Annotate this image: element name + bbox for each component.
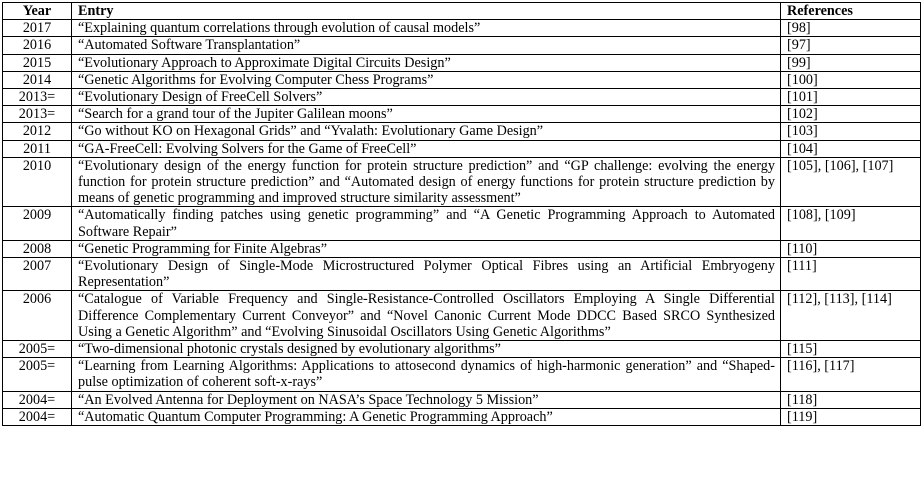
references-cell: [103] [781,123,921,140]
table-row [3,106,921,123]
references-cell: [104] [781,140,921,157]
year-column-header: Year [3,3,72,20]
year-cell: 2016 [3,37,72,54]
year-cell: 2009 [3,207,72,240]
references-column-header: References [781,3,921,20]
year-cell: 2008 [3,240,72,257]
references-cell: [115] [781,341,921,358]
table-row [3,408,921,425]
references-cell: [99] [781,54,921,71]
entry-cell: “Automatic Quantum Computer Programming: A Genetic Programming Approach” [72,408,781,425]
entry-cell: “Genetic Algorithms for Evolving Computer Chess Programs” [72,71,781,88]
table-row [3,89,921,106]
year-cell: 2011 [3,140,72,157]
entry-cell: “An Evolved Antenna for Deployment on NASA’s Space Technology 5 Mission” [72,391,781,408]
entry-cell: “GA-FreeCell: Evolving Solvers for the Game of FreeCell” [72,140,781,157]
year-cell: 2005= [3,341,72,358]
table-row [3,20,921,37]
table-row [3,341,921,358]
table-row [3,358,921,391]
table-header-row [3,3,921,20]
table-row [3,140,921,157]
table-row [3,54,921,71]
entry-cell: “Evolutionary Approach to Approximate Digital Circuits Design” [72,54,781,71]
entry-cell: “Go without KO on Hexagonal Grids” and “Yvalath: Evolutionary Game Design” [72,123,781,140]
entry-cell: “Genetic Programming for Finite Algebras” [72,240,781,257]
table-row [3,391,921,408]
entry-cell: “Automatically finding patches using genetic programming” and “A Genetic Programming Approach to Automated Software Repair” [72,207,781,240]
table-row [3,157,921,207]
year-cell: 2017 [3,20,72,37]
references-cell: [105], [106], [107] [781,157,921,207]
entry-cell: “Evolutionary Design of FreeCell Solvers” [72,89,781,106]
references-cell: [102] [781,106,921,123]
entry-column-header: Entry [72,3,781,20]
year-cell: 2013= [3,89,72,106]
year-cell: 2004= [3,408,72,425]
entry-cell: “Explaining quantum correlations through evolution of causal models” [72,20,781,37]
year-cell: 2004= [3,391,72,408]
results-table [2,2,921,426]
entry-cell: “Learning from Learning Algorithms: Applications to attosecond dynamics of high-harmonic generation” and “Shaped-pulse optimization of coherent soft-x-rays” [72,358,781,391]
references-cell: [112], [113], [114] [781,291,921,341]
year-cell: 2007 [3,258,72,291]
references-cell: [97] [781,37,921,54]
year-cell: 2012 [3,123,72,140]
references-cell: [101] [781,89,921,106]
results-table-container [2,2,921,426]
references-cell: [100] [781,71,921,88]
year-cell: 2006 [3,291,72,341]
year-cell: 2013= [3,106,72,123]
references-cell: [110] [781,240,921,257]
table-row [3,37,921,54]
references-cell: [111] [781,258,921,291]
references-cell: [98] [781,20,921,37]
entry-cell: “Evolutionary Design of Single-Mode Microstructured Polymer Optical Fibres using an Artificial Embryogeny Representation” [72,258,781,291]
references-cell: [108], [109] [781,207,921,240]
table-row [3,207,921,240]
year-cell: 2014 [3,71,72,88]
references-cell: [119] [781,408,921,425]
entry-cell: “Evolutionary design of the energy function for protein structure prediction” and “GP challenge: evolving the energy function for protein structure prediction” and “Automated design of energy functions for protein structure prediction by means of genetic programming and improved structure similarity assessment” [72,157,781,207]
references-cell: [116], [117] [781,358,921,391]
table-body [3,20,921,426]
table-row [3,123,921,140]
table-row [3,258,921,291]
entry-cell: “Automated Software Transplantation” [72,37,781,54]
table-row [3,71,921,88]
year-cell: 2010 [3,157,72,207]
entry-cell: “Search for a grand tour of the Jupiter Galilean moons” [72,106,781,123]
year-cell: 2015 [3,54,72,71]
table-row [3,240,921,257]
table-row [3,291,921,341]
references-cell: [118] [781,391,921,408]
entry-cell: “Two-dimensional photonic crystals designed by evolutionary algorithms” [72,341,781,358]
entry-cell: “Catalogue of Variable Frequency and Single-Resistance-Controlled Oscillators Employing A Single Differential Difference Complementary Current Conveyor” and “Novel Canonic Current Mode DDCC Based SRCO Synthesized Using a Genetic Algorithm” and “Evolving Sinusoidal Oscillators Using Genetic Algorithms” [72,291,781,341]
year-cell: 2005= [3,358,72,391]
